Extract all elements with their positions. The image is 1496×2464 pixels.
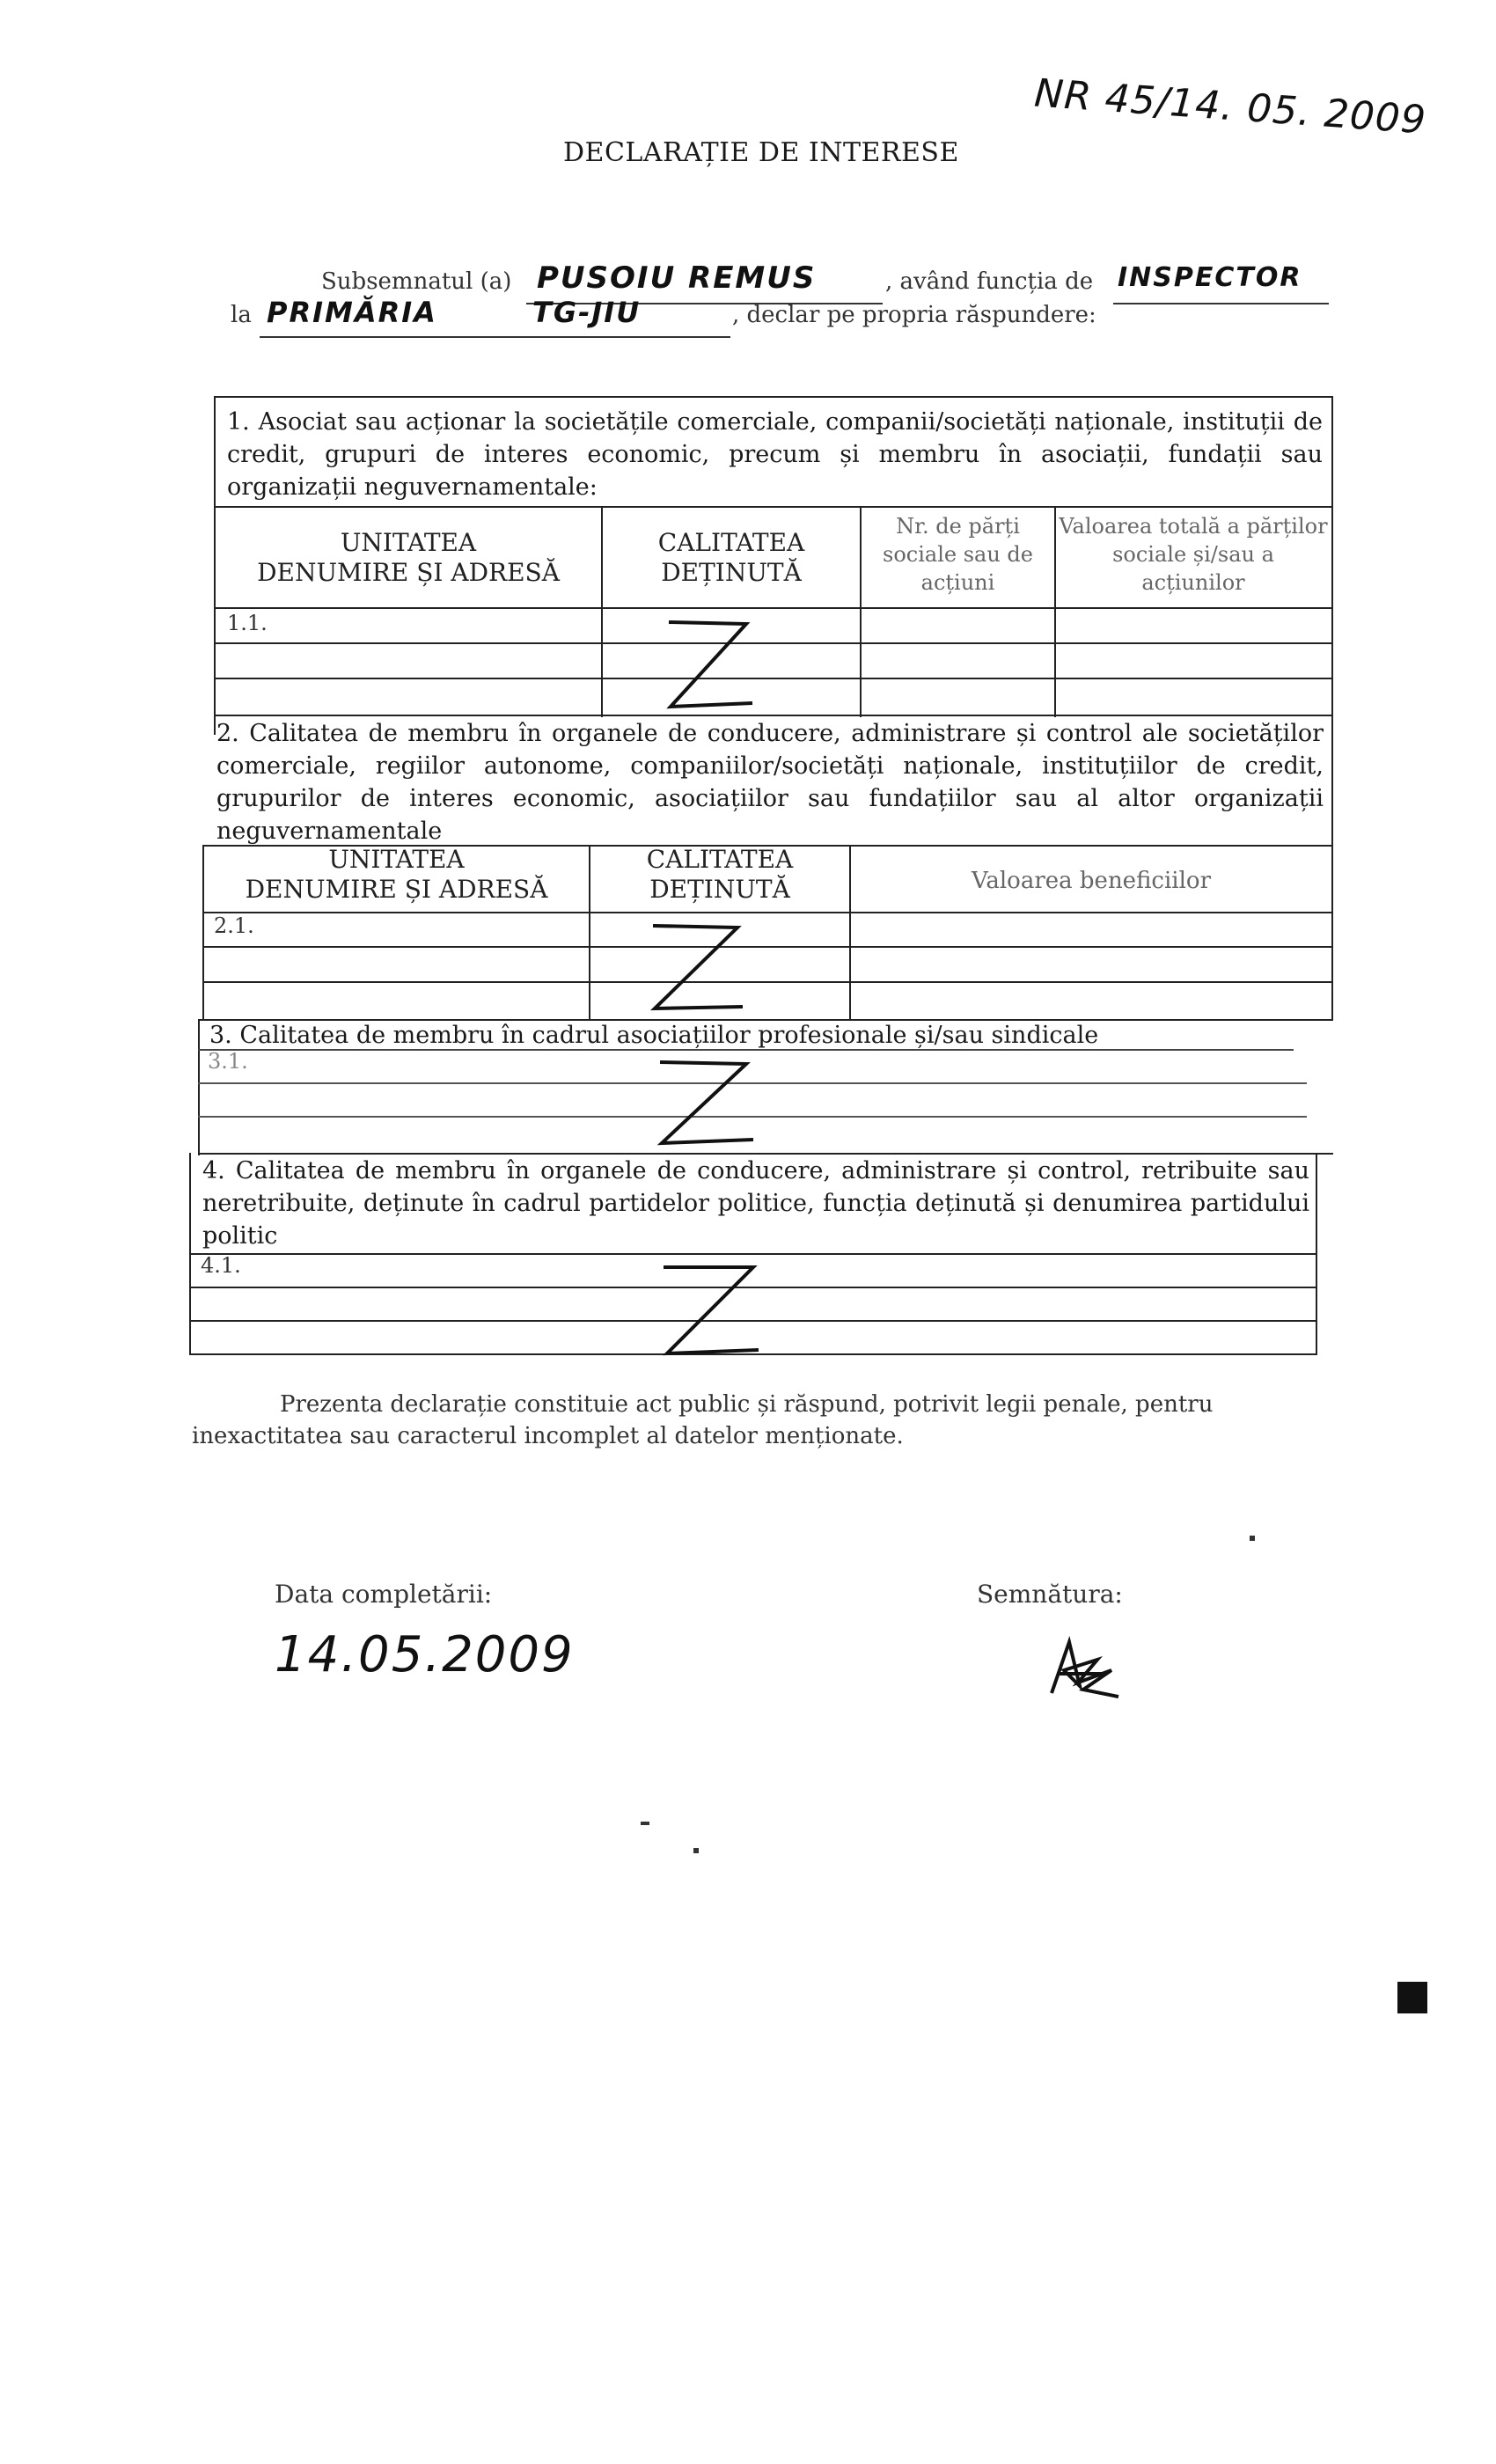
s2-row-label: 2.1. (214, 913, 254, 938)
name-value: PUSOIU REMUS (537, 260, 817, 296)
function-field[interactable] (1113, 264, 1329, 304)
la-label: la (231, 302, 252, 328)
s4-z-strike-mark (644, 1257, 767, 1362)
subsemnatul-label: Subsemnatul (a) (321, 268, 512, 295)
s3-z-strike-mark (641, 1052, 764, 1153)
date-label: Data completării: (275, 1580, 493, 1609)
section-3-text: 3. Calitatea de membru în cadrul asociațiilor profesionale și/sau sindicale (209, 1022, 1099, 1049)
section-1-text: 1. Asociat sau acționar la societățile comerciale, companii/societăți naționale, instituții de credit, grupuri de interes economic, precum și membru în asociații, fundații sau organizații neguvernamentale: (227, 408, 1323, 501)
s2-z-strike-mark (634, 915, 757, 1021)
s4-row-label: 4.1. (201, 1253, 241, 1278)
institution-field[interactable] (260, 297, 730, 338)
declar-label: , declar pe propria răspundere: (732, 302, 1096, 328)
document-title: DECLARAȚIE DE INTERESE (563, 137, 959, 168)
legal-statement: Prezenta declarație constituie act public și răspund, potrivit legii penale, pentru inexactitatea sau caracterul incomplet al datelor menționate. (192, 1391, 1214, 1449)
s1-z-strike-mark (651, 612, 766, 717)
s1-col-nr-parti: Nr. de părți sociale sau de acțiuni (883, 514, 1033, 595)
scan-artifact-mark (1397, 1982, 1427, 2013)
avand-functia-label: , având funcția de (885, 268, 1094, 295)
s3-row-label: 3.1. (208, 1049, 248, 1074)
section-2-text: 2. Calitatea de membru în organele de conducere, administrare și control ale societăților comerciale, regiilor autonome, companiilor/societăți naționale, instituțiilor de credit, grupurilor de interes economic, asociațiilor sau fundațiilor sau al altor organizații neguvernamentale (216, 720, 1324, 845)
s1-col-valoarea-totala: Valoarea totală a părților sociale și/sau a acțiunilor (1059, 514, 1328, 595)
handwritten-signature (1043, 1635, 1122, 1705)
scan-speck (693, 1848, 699, 1853)
institution-value-1: PRIMĂRIA (267, 296, 437, 329)
s2-col-valoarea-beneficiilor: Valoarea beneficiilor (971, 868, 1212, 894)
scan-speck (641, 1822, 649, 1825)
date-value: 14.05.2009 (275, 1626, 575, 1683)
scan-speck (1250, 1536, 1255, 1541)
s2-col-unitatea: UNITATEA DENUMIRE ȘI ADRESĂ (245, 845, 548, 904)
signature-label: Semnătura: (977, 1580, 1123, 1609)
s1-row-label: 1.1. (227, 611, 268, 635)
s1-col-calitatea: CALITATEA DEȚINUTĂ (657, 528, 805, 587)
institution-value-2: TG-JIU (532, 296, 642, 329)
s1-col-unitatea: UNITATEA DENUMIRE ȘI ADRESĂ (257, 528, 560, 587)
section-4-text: 4. Calitatea de membru în organele de conducere, administrare și control, retribuite sau neretribuite, deținute în cadrul partidelor politice, funcția deținută și denumirea partidului politic (202, 1157, 1309, 1250)
registration-number: NR 45/14. 05. 2009 (1032, 70, 1428, 143)
s2-col-calitatea: CALITATEA DEȚINUTĂ (646, 845, 794, 904)
function-value: INSPECTOR (1118, 262, 1302, 293)
